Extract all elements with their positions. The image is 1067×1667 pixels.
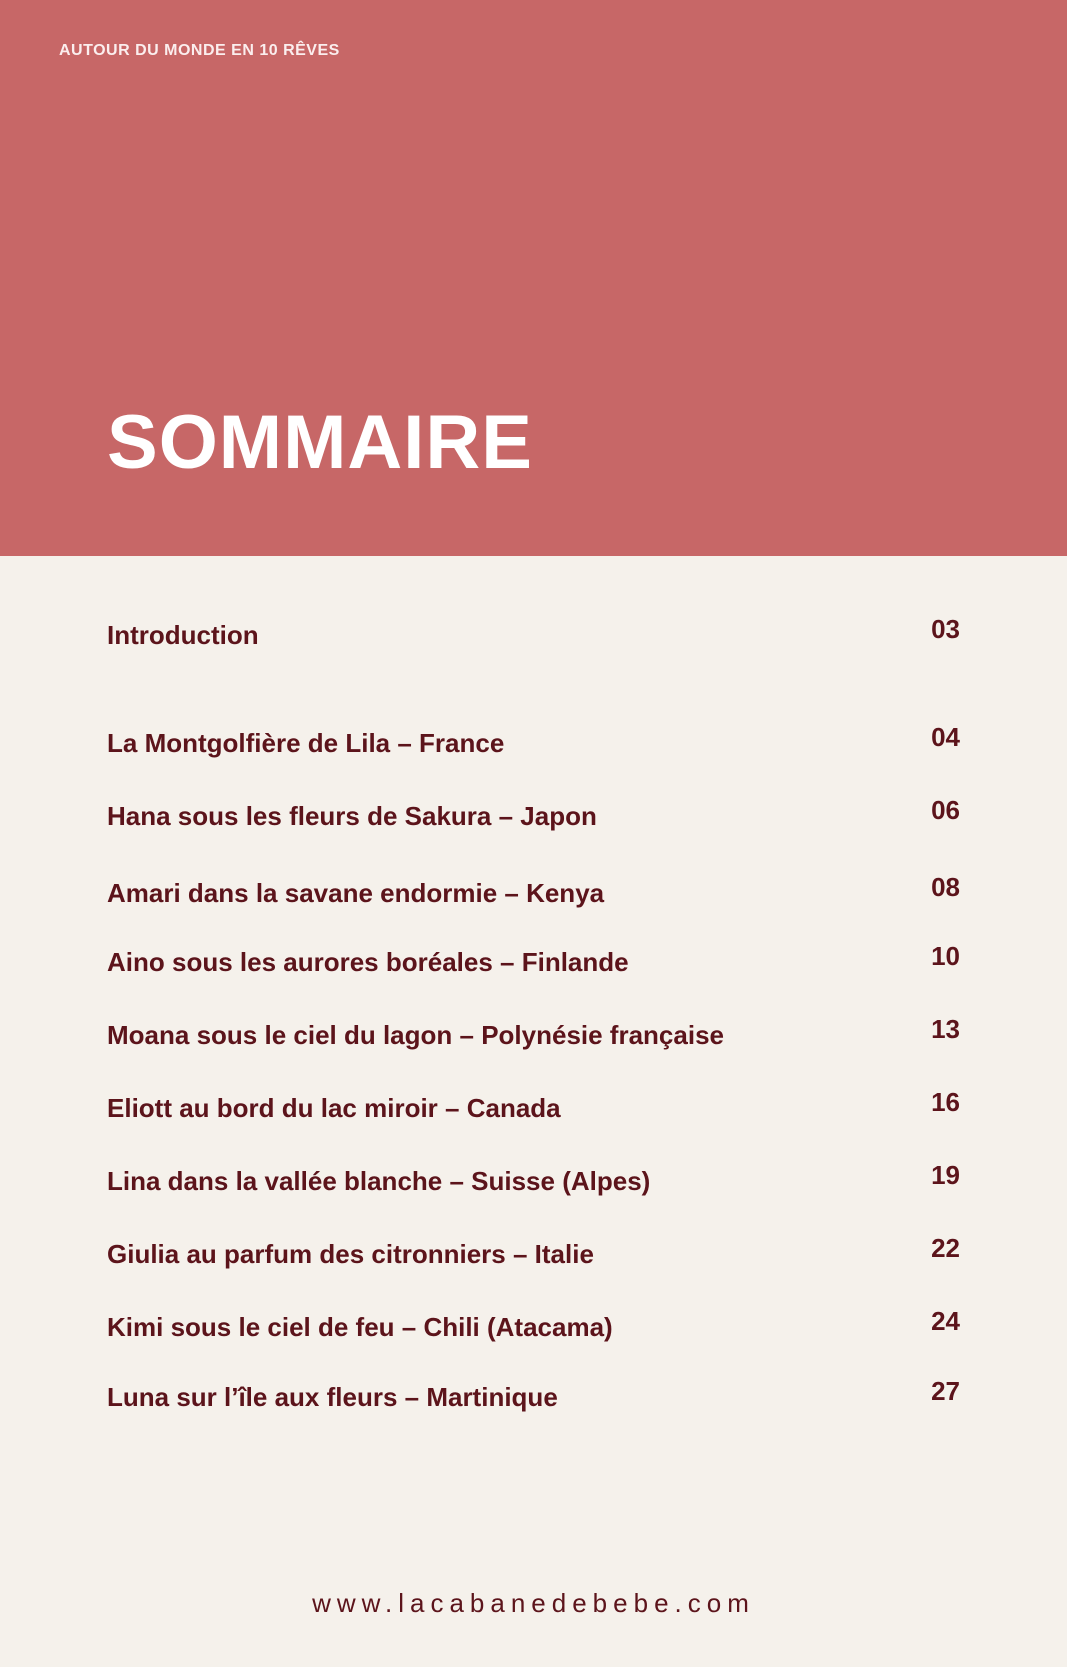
toc-entry-label: Amari dans la savane endormie – Kenya (107, 878, 605, 908)
toc-entry-label: Eliott au bord du lac miroir – Canada (107, 1093, 561, 1123)
toc-entry-label: Luna sur l’île aux fleurs – Martinique (107, 1382, 558, 1412)
footer-website-url: www.lacabanedebebe.com (312, 1588, 755, 1618)
toc-entry-label: Kimi sous le ciel de feu – Chili (Atacama) (107, 1312, 613, 1342)
toc-entry-label: Moana sous le ciel du lagon – Polynésie française (107, 1020, 724, 1050)
toc-entry-label: Hana sous les fleurs de Sakura – Japon (107, 801, 597, 831)
toc-entry-chili (107, 1306, 960, 1352)
toc-entry-finlande (107, 941, 960, 987)
toc-entry-martinique (107, 1376, 960, 1422)
toc-entry-page: 10 (931, 941, 960, 971)
toc-entry-kenya (107, 872, 960, 918)
toc-entry-france (107, 722, 960, 768)
toc-entry-page: 08 (931, 872, 960, 902)
toc-entry-suisse (107, 1160, 960, 1206)
toc-entry-label: Aino sous les aurores boréales – Finlande (107, 947, 629, 977)
toc-entry-japon (107, 795, 960, 841)
toc-entry-label: Introduction (107, 620, 259, 650)
toc-entry-italie (107, 1233, 960, 1279)
book-title: AUTOUR DU MONDE EN 10 RÊVES (59, 42, 340, 59)
toc-entry-page: 04 (931, 722, 960, 752)
toc-entry-page: 24 (931, 1306, 960, 1336)
toc-entry-label: Giulia au parfum des citronniers – Italie (107, 1239, 594, 1269)
toc-entry-introduction (107, 614, 960, 660)
header-banner (0, 0, 1067, 556)
toc-entry-page: 27 (931, 1376, 960, 1406)
toc-entry-page: 06 (931, 795, 960, 825)
toc-entry-page: 22 (931, 1233, 960, 1263)
toc-entry-page: 03 (931, 614, 960, 644)
toc-entry-page: 13 (931, 1014, 960, 1044)
toc-entry-canada (107, 1087, 960, 1133)
toc-entry-page: 19 (931, 1160, 960, 1190)
toc-entry-label: La Montgolfière de Lila – France (107, 728, 505, 758)
page-title: SOMMAIRE (107, 400, 533, 485)
toc-entry-page: 16 (931, 1087, 960, 1117)
toc-entry-polynesie (107, 1014, 960, 1060)
toc-entry-label: Lina dans la vallée blanche – Suisse (Alpes) (107, 1166, 651, 1196)
